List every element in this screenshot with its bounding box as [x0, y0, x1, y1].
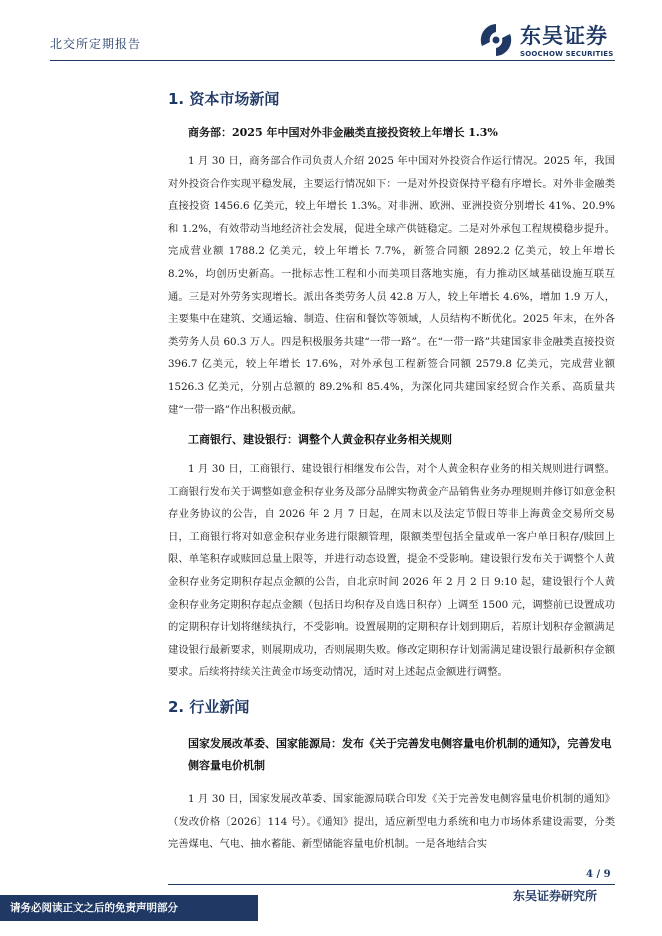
disclaimer-banner	[0, 895, 258, 921]
news-headline: 国家发展改革委、国家能源局：发布《关于完善发电侧容量电价机制的通知》，完善发电侧容量电价机制	[188, 737, 612, 772]
news-headline: 工商银行、建设银行：调整个人黄金积存业务相关规则	[188, 433, 452, 446]
header-divider	[50, 60, 615, 61]
news-body: 1 月 30 日，国家发展改革委、国家能源局联合印发《关于完善发电侧容量电价机制的通知》（发改价格〔2026〕114 号）。《通知》提出，适应新型电力系统和电力市场体系建设需要，分类完善煤电、气电、抽水蓄能、新型储能容量电价机制。一是各地结合实	[168, 793, 615, 851]
report-type-label: 北交所定期报告	[50, 37, 142, 51]
logo-chinese-name: 东吴证券	[520, 24, 608, 48]
logo-english-name: SOOCHOW SECURITIES	[520, 50, 614, 58]
section-title-industry-news: 2. 行业新闻	[168, 698, 250, 716]
news-headline: 商务部：2025 年中国对外非金融类直接投资较上年增长 1.3%	[188, 126, 498, 139]
section-title-capital-market: 1. 资本市场新闻	[168, 90, 280, 108]
page-number: 4 / 9	[586, 869, 611, 880]
news-body: 1 月 30 日，工商银行、建设银行相继发布公告，对个人黄金积存业务的相关规则进行调整。工商银行发布关于调整如意金积存业务及部分品牌实物黄金产品销售业务办理规则并修订如意金积存业务协议的公告，自 2026 年 2 月 7 日起，在周末以及法定节假日等非上海黄金交易所交易日，工商银行将对如意金积存业务进行限额管理，限额类型包括全量或单一客户单日积存/赎回上限、单笔积存或赎回总量上限等，并进行动态设置，提金不受影响。建设银行发布关于调整个人黄金积存业务定期积存起点金额的公告，自北京时间 2026 年 2 月 2 日 9:10 起，建设银行个人黄金积存业务定期积存起点金额（包括日均积存及自选日积存）上调至 1500 元，调整前已设置成功的定期积存计划将继续执行，不受影响。设置展期的定期积存计划到期后，若原计划积存金额满足建设银行最新要求，则展期成功，否则展期失败。修改定期积存计划需满足建设银行最新积存金额要求。后续将持续关注黄金市场变动情况，适时对上述起点金额进行调整。	[168, 463, 615, 679]
news-body: 1 月 30 日，商务部合作司负责人介绍 2025 年中国对外投资合作运行情况。2025 年，我国对外投资合作实现平稳发展，主要运行情况如下：一是对外投资保持平稳有序增长。对外非金融类直接投资 1456.6 亿美元，较上年增长 1.3%。对非洲、欧洲、亚洲投资分别增长 41%、20.9%和 1.2%，有效带动当地经济社会发展，促进全球产供链稳定。二是对外承包工程规模稳步提升。完成营业额 1788.2 亿美元，较上年增长 7.7%，新签合同额 2892.2 亿美元，较上年增长 8.2%，均创历史新高。一批标志性工程和小而美项目落地实施，有力推动区域基础设施互联互通。三是对外劳务实现增长。派出各类劳务人员 42.8 万人，较上年增长 4.6%，增加 1.9 万人，主要集中在建筑、交通运输、制造、住宿和餐饮等领域，人员结构不断优化。2025 年末，在外各类劳务人员 60.3 万人。四是积极服务共建“一带一路”。在“一带一路”共建国家非金融类直接投资 396.7 亿美元，较上年增长 17.6%，对外承包工程新签合同额 2579.8 亿美元，完成营业额 1526.3 亿美元，分别占总额的 89.2%和 85.4%，为深化同共建国家经贸合作关系、高质量共建“一带一路”作出积极贡献。	[168, 155, 615, 416]
footer-divider	[168, 884, 615, 885]
brand-logo	[476, 20, 626, 65]
logo-mark-icon	[476, 20, 516, 60]
footer-institute: 东吴证券研究所	[513, 889, 598, 903]
disclaimer-text: 请务必阅读正文之后的免责声明部分	[10, 902, 178, 914]
